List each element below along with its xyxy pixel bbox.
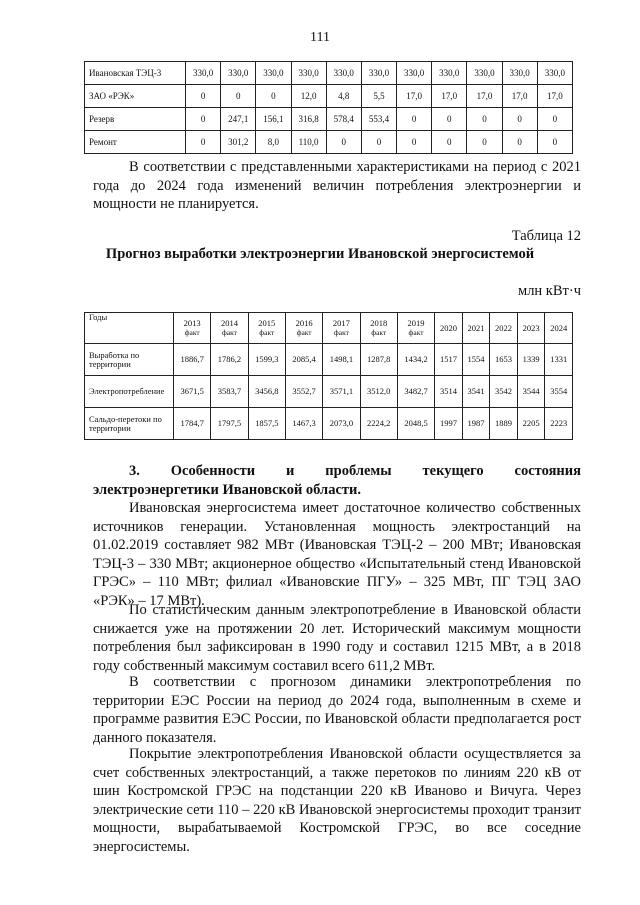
section-number: 3. <box>129 463 140 479</box>
year-header <box>397 313 434 344</box>
table-cell: 0 <box>467 131 502 154</box>
year-header <box>360 313 397 344</box>
table-cell: 3552,7 <box>285 376 322 408</box>
table-cell: 0 <box>186 85 221 108</box>
year-header <box>248 313 285 344</box>
table-units: млн кВт·ч <box>518 283 581 299</box>
table-cell: 330,0 <box>186 62 221 85</box>
table-cell: 1467,3 <box>285 408 322 440</box>
row-label: Ивановская ТЭЦ-3 <box>85 62 186 85</box>
table-cell: 1599,3 <box>248 344 285 376</box>
year-label: 2019 <box>407 318 425 328</box>
section-word-2: и <box>286 463 295 479</box>
year-label: 2016 <box>295 318 313 328</box>
table-cell: 1786,2 <box>211 344 248 376</box>
row-label: Ремонт <box>85 131 186 154</box>
table-cell: 3542 <box>490 376 518 408</box>
table-cell: 330,0 <box>537 62 572 85</box>
year-header <box>490 313 518 344</box>
table-cell: 1889 <box>490 408 518 440</box>
year-sublabel: факт <box>259 328 275 337</box>
table-cell: 3544 <box>517 376 545 408</box>
year-label: 2017 <box>332 318 350 328</box>
table-cell: 1434,2 <box>397 344 434 376</box>
table-cell: 578,4 <box>326 108 361 131</box>
table-cell: 2048,5 <box>397 408 434 440</box>
table-header-row <box>85 313 573 344</box>
section-heading <box>93 462 581 499</box>
header-label: Годы <box>85 313 174 344</box>
paragraph-installed-capacity: Ивановская энергосистема имеет достаточное количество собственных источников генерации. Установленная мощность электростанций на 01.02.2019 составляет 982 МВт (Ивановская ТЭЦ-2 – 200 МВт; Ивановская ТЭЦ-3 – 330 МВт; акционерное общество «Испытательный стенд Ивановской ГРЭС» – 110 МВт; филиал «Ивановские ПГУ» – 325 МВт, ПГ ТЭЦ ЗАО «РЭК» – 17 МВт). <box>93 500 581 609</box>
table-cell: 3671,5 <box>174 376 211 408</box>
year-header <box>517 313 545 344</box>
table-cell: 1857,5 <box>248 408 285 440</box>
table-cell: 0 <box>221 85 256 108</box>
paragraph-statistics: По статистическим данным электропотребление в Ивановской области снижается уже на протяжении 20 лет. Исторический максимум мощности потребления был зафиксирован в 1990 году и составил 1215 МВт, а в 2018 году собственный максимум составил всего 611,2 МВт. <box>93 602 581 674</box>
table-cell: 0 <box>361 131 396 154</box>
row-label: Электропотребление <box>85 376 174 408</box>
year-label: 2022 <box>495 322 513 333</box>
table-cell: 1554 <box>462 344 490 376</box>
year-sublabel: факт <box>408 328 424 337</box>
table-title: Прогноз выработки электроэнергии Ивановской энергосистемой <box>105 246 535 262</box>
table-cell: 17,0 <box>397 85 432 108</box>
table-cell: 8,0 <box>256 131 291 154</box>
year-header <box>435 313 463 344</box>
table-row <box>85 376 573 408</box>
year-sublabel: факт <box>371 328 387 337</box>
year-header <box>462 313 490 344</box>
year-sublabel: факт <box>296 328 312 337</box>
table-cell: 3571,1 <box>323 376 360 408</box>
table-cell: 2224,2 <box>360 408 397 440</box>
table-cell: 1498,1 <box>323 344 360 376</box>
table-cell: 330,0 <box>467 62 502 85</box>
table-cell: 156,1 <box>256 108 291 131</box>
table-cell: 1784,7 <box>174 408 211 440</box>
table-cell: 3482,7 <box>397 376 434 408</box>
table-row <box>85 62 573 85</box>
section-word-5: состояния <box>514 463 581 479</box>
year-sublabel: факт <box>184 328 200 337</box>
table-cell: 2223 <box>545 408 573 440</box>
table-cell: 17,0 <box>502 85 537 108</box>
generation-forecast-table <box>84 312 573 440</box>
table-cell: 0 <box>432 108 467 131</box>
table-cell: 4,8 <box>326 85 361 108</box>
table-cell: 0 <box>502 131 537 154</box>
table-number: Таблица 12 <box>511 228 581 244</box>
table-cell: 301,2 <box>221 131 256 154</box>
table-cell: 0 <box>537 108 572 131</box>
table-cell: 330,0 <box>361 62 396 85</box>
table-cell: 110,0 <box>291 131 326 154</box>
section-word-3: проблемы <box>325 463 392 479</box>
table-cell: 330,0 <box>291 62 326 85</box>
year-header <box>285 313 322 344</box>
table-cell: 0 <box>186 131 221 154</box>
table-cell: 3514 <box>435 376 463 408</box>
table-cell: 1987 <box>462 408 490 440</box>
table-cell: 3554 <box>545 376 573 408</box>
year-label: 2014 <box>220 318 238 328</box>
table-cell: 3541 <box>462 376 490 408</box>
table-cell: 2073,0 <box>323 408 360 440</box>
paragraph-supply: Покрытие электропотребления Ивановской области осуществляется за счет собственных электростанций, а также перетоков по линиям 220 кВ от шин Костромской ГРЭС на подстанции 220 кВ Иваново и Вичуга. Через электрические сети 110 – 220 кВ Ивановской энергосистемы проходит транзит мощности, вырабатываемой Костромской ГРЭС, во все соседние энергосистемы. <box>93 746 581 855</box>
table-cell: 553,4 <box>361 108 396 131</box>
table-cell: 1287,8 <box>360 344 397 376</box>
table-cell: 316,8 <box>291 108 326 131</box>
table-cell: 12,0 <box>291 85 326 108</box>
table-row <box>85 131 573 154</box>
table-cell: 1339 <box>517 344 545 376</box>
table-cell: 330,0 <box>432 62 467 85</box>
table-cell: 0 <box>502 108 537 131</box>
table-cell: 0 <box>186 108 221 131</box>
table-cell: 1997 <box>435 408 463 440</box>
table-cell: 1517 <box>435 344 463 376</box>
year-label: 2021 <box>467 322 485 333</box>
year-label: 2018 <box>370 318 388 328</box>
year-label: 2015 <box>258 318 276 328</box>
table-cell: 247,1 <box>221 108 256 131</box>
page-number: 111 <box>310 30 330 45</box>
table-cell: 0 <box>256 85 291 108</box>
table-cell: 1797,5 <box>211 408 248 440</box>
year-label: 2013 <box>183 318 201 328</box>
table-row <box>85 408 573 440</box>
table-cell: 3583,7 <box>211 376 248 408</box>
table-cell: 0 <box>537 131 572 154</box>
table-row <box>85 108 573 131</box>
year-header <box>174 313 211 344</box>
table-cell: 2085,4 <box>285 344 322 376</box>
table-cell: 0 <box>432 131 467 154</box>
table-cell: 0 <box>467 108 502 131</box>
year-sublabel: факт <box>333 328 349 337</box>
table-cell: 330,0 <box>397 62 432 85</box>
table-cell: 1331 <box>545 344 573 376</box>
table-cell: 0 <box>397 131 432 154</box>
row-label: Резерв <box>85 108 186 131</box>
table-cell: 17,0 <box>537 85 572 108</box>
table-cell: 1653 <box>490 344 518 376</box>
section-word-1: Особенности <box>170 463 256 479</box>
table-cell: 3512,0 <box>360 376 397 408</box>
table-cell: 330,0 <box>326 62 361 85</box>
table-cell: 17,0 <box>467 85 502 108</box>
table-cell: 3456,8 <box>248 376 285 408</box>
year-header <box>211 313 248 344</box>
year-label: 2024 <box>550 322 568 333</box>
table-cell: 0 <box>397 108 432 131</box>
row-label: ЗАО «РЭК» <box>85 85 186 108</box>
table-cell: 1886,7 <box>174 344 211 376</box>
year-header <box>323 313 360 344</box>
table-row <box>85 344 573 376</box>
row-label: Выработка по территории <box>85 344 174 376</box>
section-word-4: текущего <box>422 463 484 479</box>
year-sublabel: факт <box>221 328 237 337</box>
section-heading-line2: электроэнергетики Ивановской области. <box>93 481 361 498</box>
table-cell: 330,0 <box>256 62 291 85</box>
table-cell: 17,0 <box>432 85 467 108</box>
paragraph-forecast: В соответствии с прогнозом динамики электропотребления по территории ЕЭС России на период до 2024 года, выполненным в схеме и программе развития ЕЭС России, по Ивановской области предполагается рост данного показателя. <box>93 674 581 746</box>
table-cell: 0 <box>326 131 361 154</box>
paragraph-consumption-note: В соответствии с представленными характеристиками на период с 2021 года до 2024 года изменений величин потребления электроэнергии и мощности не планируется. <box>93 159 581 212</box>
table-cell: 330,0 <box>502 62 537 85</box>
table-cell: 2205 <box>517 408 545 440</box>
table-cell: 5,5 <box>361 85 396 108</box>
row-label: Сальдо-перетоки по территории <box>85 408 174 440</box>
year-header <box>545 313 573 344</box>
year-label: 2020 <box>439 322 457 333</box>
year-label: 2023 <box>522 322 540 333</box>
table-row <box>85 85 573 108</box>
table-cell: 330,0 <box>221 62 256 85</box>
capacity-table <box>84 61 573 154</box>
